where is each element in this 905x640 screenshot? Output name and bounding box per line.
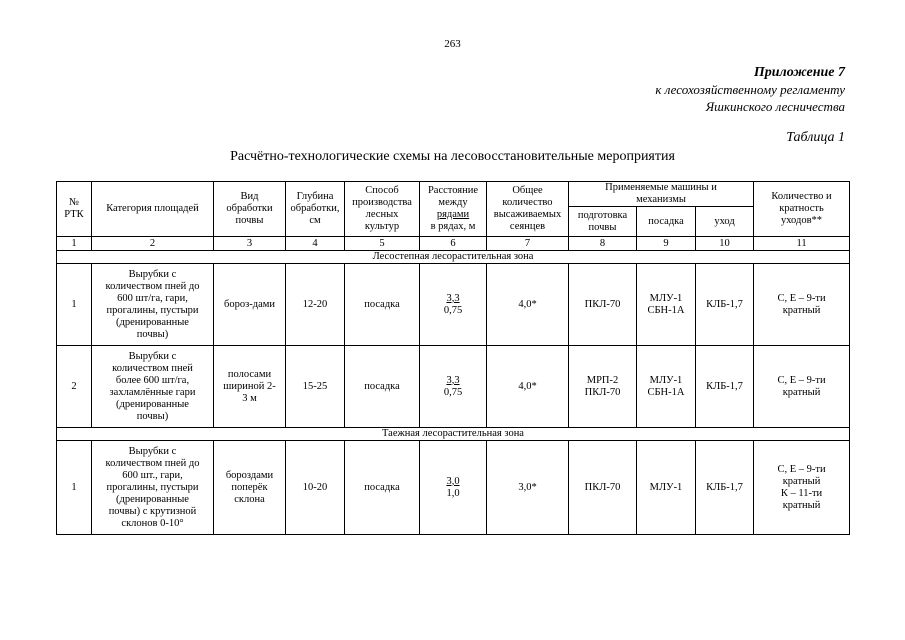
- cell-total: 4,0*: [487, 346, 569, 428]
- page-number: 263: [444, 38, 461, 50]
- cell-num: 1: [57, 441, 92, 535]
- table-body: [57, 182, 850, 535]
- appendix-block: [655, 64, 845, 115]
- header-care-count: Количество и кратность уходов**: [754, 182, 850, 237]
- cell-num: 1: [57, 264, 92, 346]
- header-total: Общее количество высаживаемых сеянцев: [487, 182, 569, 237]
- zone-label: Таежная лесорастительная зона: [57, 428, 850, 441]
- cell-care: КЛБ-1,7: [696, 441, 754, 535]
- cell-soil: полосами шириной 2- 3 м: [214, 346, 286, 428]
- cell-care-count: С, Е – 9-ти кратный: [754, 264, 850, 346]
- header-soil-prep: подготовка почвы: [569, 207, 637, 237]
- column-number: 7: [487, 237, 569, 251]
- column-number: 4: [286, 237, 345, 251]
- table-label: Таблица 1: [786, 130, 845, 145]
- column-number: 11: [754, 237, 850, 251]
- header-row: [57, 182, 850, 207]
- cell-method: посадка: [345, 346, 420, 428]
- cell-total: 3,0*: [487, 441, 569, 535]
- table-row: [57, 441, 850, 535]
- header-distance: Расстояние между рядами в рядах, м: [420, 182, 487, 237]
- column-number: 5: [345, 237, 420, 251]
- cell-distance: 3,0 1,0: [420, 441, 487, 535]
- cell-distance: 3,3 0,75: [420, 264, 487, 346]
- cell-category: Вырубки с количеством пней до 600 шт., гари, прогалины, пустыри (дренированные почвы) с крутизной склонов 0-10°: [92, 441, 214, 535]
- zone-row: [57, 251, 850, 264]
- column-number: 2: [92, 237, 214, 251]
- column-number: 1: [57, 237, 92, 251]
- column-number: 9: [637, 237, 696, 251]
- cell-method: посадка: [345, 264, 420, 346]
- cell-planting: МЛУ-1 СБН-1А: [637, 346, 696, 428]
- data-table: [56, 181, 850, 535]
- cell-care: КЛБ-1,7: [696, 264, 754, 346]
- cell-depth: 10-20: [286, 441, 345, 535]
- cell-depth: 15-25: [286, 346, 345, 428]
- header-care: уход: [696, 207, 754, 237]
- cell-planting: МЛУ-1 СБН-1А: [637, 264, 696, 346]
- cell-soil-prep: ПКЛ-70: [569, 264, 637, 346]
- appendix-line-2: Яшкинского лесничества: [705, 99, 845, 114]
- header-category: Категория площадей: [92, 182, 214, 237]
- column-number: 3: [214, 237, 286, 251]
- cell-num: 2: [57, 346, 92, 428]
- table-row: [57, 346, 850, 428]
- cell-depth: 12-20: [286, 264, 345, 346]
- zone-label: Лесостепная лесорастительная зона: [57, 251, 850, 264]
- cell-soil-prep: МРП-2 ПКЛ-70: [569, 346, 637, 428]
- cell-total: 4,0*: [487, 264, 569, 346]
- table-row: [57, 264, 850, 346]
- cell-planting: МЛУ-1: [637, 441, 696, 535]
- cell-category: Вырубки с количеством пней до 600 шт/га, гари, прогалины, пустыри (дренированные почвы): [92, 264, 214, 346]
- cell-care-count: С, Е – 9-ти кратный: [754, 346, 850, 428]
- cell-soil: бороз-дами: [214, 264, 286, 346]
- header-planting: посадка: [637, 207, 696, 237]
- column-number-row: [57, 237, 850, 251]
- appendix-title: Приложение 7: [753, 65, 845, 80]
- header-soil: Вид обработки почвы: [214, 182, 286, 237]
- cell-care: КЛБ-1,7: [696, 346, 754, 428]
- column-number: 10: [696, 237, 754, 251]
- cell-distance: 3,3 0,75: [420, 346, 487, 428]
- header-machines: Применяемые машины и механизмы: [569, 182, 754, 207]
- cell-soil-prep: ПКЛ-70: [569, 441, 637, 535]
- cell-category: Вырубки с количеством пней более 600 шт/га, захламлённые гари (дренированные почвы): [92, 346, 214, 428]
- column-number: 8: [569, 237, 637, 251]
- column-number: 6: [420, 237, 487, 251]
- cell-soil: бороздами поперёк склона: [214, 441, 286, 535]
- header-method: Способ производства лесных культур: [345, 182, 420, 237]
- header-depth: Глубина обработки, см: [286, 182, 345, 237]
- zone-row: [57, 428, 850, 441]
- cell-care-count: С, Е – 9-ти кратный К – 11-ти кратный: [754, 441, 850, 535]
- document-title: Расчётно-технологические схемы на лесовосстановительные мероприятия: [230, 149, 675, 164]
- cell-method: посадка: [345, 441, 420, 535]
- appendix-line-1: к лесохозяйственному регламенту: [655, 82, 845, 97]
- header-num: № РТК: [57, 182, 92, 237]
